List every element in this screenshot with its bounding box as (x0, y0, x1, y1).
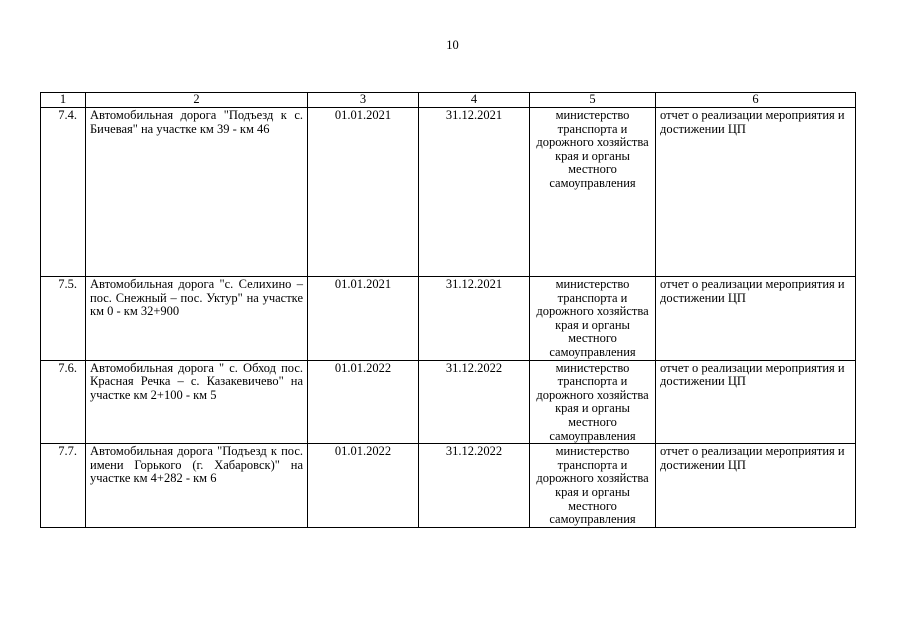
column-header: 1 (41, 93, 86, 108)
end-date: 31.12.2021 (419, 108, 530, 277)
row-number: 7.5. (41, 277, 86, 361)
table-row (41, 360, 856, 444)
start-date: 01.01.2021 (308, 108, 419, 277)
table-row (41, 108, 856, 277)
table-row (41, 444, 856, 528)
row-number: 7.6. (41, 360, 86, 444)
road-name: Автомобильная дорога "Подъезд к пос. имени Горького (г. Хабаровск)" на участке км 4+282 - км 6 (86, 444, 308, 528)
table-header-row (41, 93, 856, 108)
row-number: 7.4. (41, 108, 86, 277)
start-date: 01.01.2022 (308, 444, 419, 528)
executor: министерство транспорта и дорожного хозяйства края и органы местного самоуправления (530, 277, 656, 361)
report-form: отчет о реализации мероприятия и достижении ЦП (656, 108, 856, 277)
report-form: отчет о реализации мероприятия и достижении ЦП (656, 360, 856, 444)
column-header: 3 (308, 93, 419, 108)
executor: министерство транспорта и дорожного хозяйства края и органы местного самоуправления (530, 108, 656, 277)
table-row (41, 277, 856, 361)
end-date: 31.12.2022 (419, 444, 530, 528)
executor: министерство транспорта и дорожного хозяйства края и органы местного самоуправления (530, 360, 656, 444)
start-date: 01.01.2022 (308, 360, 419, 444)
column-header: 2 (86, 93, 308, 108)
end-date: 31.12.2022 (419, 360, 530, 444)
executor: министерство транспорта и дорожного хозяйства края и органы местного самоуправления (530, 444, 656, 528)
road-name: Автомобильная дорога "Подъезд к с. Бичевая" на участке км 39 - км 46 (86, 108, 308, 277)
page-number: 10 (446, 38, 459, 52)
activities-table (40, 92, 856, 528)
end-date: 31.12.2021 (419, 277, 530, 361)
report-form: отчет о реализации мероприятия и достижении ЦП (656, 444, 856, 528)
start-date: 01.01.2021 (308, 277, 419, 361)
row-number: 7.7. (41, 444, 86, 528)
column-header: 5 (530, 93, 656, 108)
road-name: Автомобильная дорога "с. Селихино – пос. Снежный – пос. Уктур" на участке км 0 - км 32+900 (86, 277, 308, 361)
column-header: 4 (419, 93, 530, 108)
report-form: отчет о реализации мероприятия и достижении ЦП (656, 277, 856, 361)
road-name: Автомобильная дорога " с. Обход пос. Красная Речка – с. Казакевичево" на участке км 2+100 - км 5 (86, 360, 308, 444)
column-header: 6 (656, 93, 856, 108)
